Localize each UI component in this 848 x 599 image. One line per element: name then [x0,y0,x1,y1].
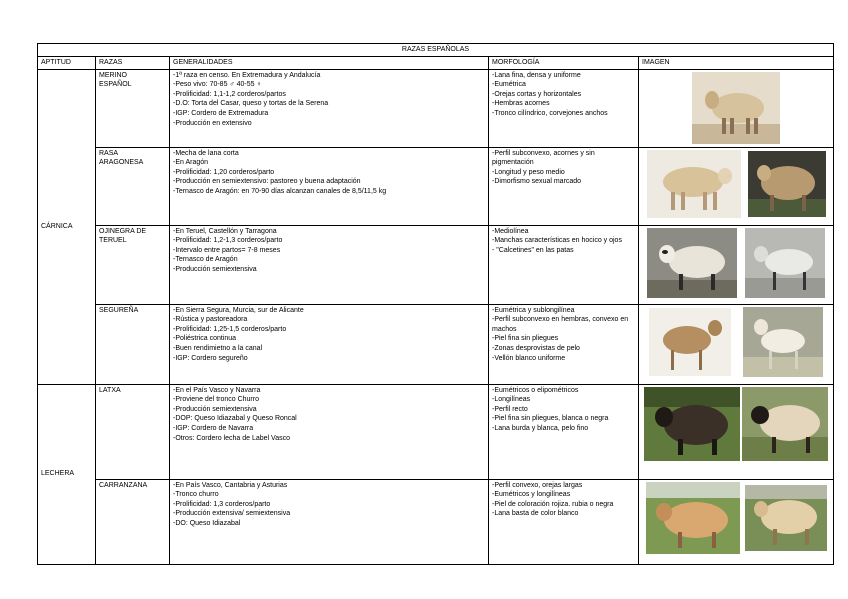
morfologia-segurena [489,304,639,384]
raza-carranzana [96,479,170,564]
list-item: -Hembras acornes [492,100,550,108]
generalidades-ojinegra [170,225,489,304]
rasa-sheep-photo-2 [748,151,826,217]
generalidades-rasa [170,147,489,225]
list-item: -Prolificidad: 1,3 corderos/parto [173,500,271,508]
list-item: -Longitud y peso medio [492,168,565,176]
list-item: -Perfil subconvexo, acornes y sin pigmentación [492,149,595,167]
list-item: -Vellón blanco uniforme [492,354,566,362]
list-item: -Perfil convexo, orejas largas [492,481,583,489]
list-item: -Dimorfismo sexual marcado [492,178,582,186]
imagen-merino [639,69,834,147]
list-item: -Rústica y pastoreadora [173,316,248,324]
raza-name: ARAGONESA [99,159,144,167]
raza-name: RASA [99,149,119,157]
list-item: -Producción en extensivo [173,119,252,127]
carranzana-sheep-photo-1 [646,482,740,554]
list-item: -En Aragón [173,159,209,167]
list-item: -Lana burda y blanca, pelo fino [492,424,589,432]
morfologia-rasa [489,147,639,225]
list-item: -Eumétrica [492,81,526,89]
list-item: -Ternasco de Aragón [173,256,238,264]
list-item: -IGP: Cordero de Extremadura [173,109,269,117]
list-item: -En País Vasco, Cantabria y Asturias [173,481,288,489]
list-item: -Mediolínea [492,227,529,235]
generalidades-segurena [170,304,489,384]
list-item: -Prolificidad: 1,1-1,2 corderos/partos [173,90,286,98]
list-item: -Eumétrica y sublongilínea [492,306,575,314]
table-row [38,147,834,225]
list-item: -Intervalo entre partos= 7-8 meses [173,246,281,254]
imagen-ojinegra [639,225,834,304]
list-item: -Lana basta de color blanco [492,510,579,518]
list-item: -D.O: Torta del Casar, queso y tortas de la Serena [173,100,329,108]
list-item: -Orejas cortas y horizontales [492,90,582,98]
carranzana-sheep-photo-2 [745,485,827,551]
list-item: -Producción semiextensiva [173,405,257,413]
list-item: -Prolificidad: 1,20 corderos/parto [173,168,275,176]
imagen-carranzana [639,479,834,564]
list-item: -Peso vivo: 70-85 ♂ 40-55 ♀ [173,81,262,89]
table-title: RAZAS ESPAÑOLAS [38,44,834,57]
raza-name: SEGUREÑA [99,306,139,314]
list-item: -Tronco churro [173,491,219,499]
raza-name: MERINO [99,71,127,79]
raza-ojinegra [96,225,170,304]
list-item: -1ª raza en censo. En Extremadura y Andalucía [173,71,321,79]
raza-rasa-aragonesa [96,147,170,225]
list-item: -Piel fina sin pliegues, blanca o negra [492,415,609,423]
latxa-sheep-photo-1 [644,387,740,461]
list-item: -Ternasco de Aragón: en 70-90 días alcanzan canales de 8,5/11,5 kg [173,187,387,195]
generalidades-merino [170,69,489,147]
list-item: -Eumétricos y longilíneas [492,491,571,499]
list-item: -IGP: Cordero segureño [173,354,248,362]
raza-name: LATXA [99,386,121,394]
list-item: -Proviene del tronco Churro [173,396,259,404]
aptitud-lechera: LECHERA [38,384,96,564]
header-aptitud: APTITUD [38,57,96,70]
morfologia-carranzana [489,479,639,564]
list-item: -Eumétricos o elipométricos [492,386,579,394]
raza-name: OJINEGRA DE [99,227,147,235]
aptitud-carnica: CÁRNICA [38,69,96,384]
generalidades-carranzana [170,479,489,564]
list-item: -Perfil subconvexo en hembras, convexo en machos [492,316,629,333]
list-item: -Longilíneas [492,396,531,404]
raza-name: CARRANZANA [99,481,148,489]
list-item: -Manchas características en hocico y ojos [492,237,622,245]
list-item: -DOP: Queso Idiazabal y Queso Roncal [173,415,297,423]
list-item: -Buen rendimietno a la canal [173,344,263,352]
list-item: -Otros: Cordero lecha de Label Vasco [173,434,290,442]
list-item: -Piel de coloración rojiza. rubia o negra [492,500,614,508]
header-imagen: IMAGEN [639,57,834,70]
list-item: -Producción extensiva/ semiextensiva [173,510,291,518]
list-item: -Prolificidad: 1,25-1,5 corderos/parto [173,325,287,333]
imagen-segurena [639,304,834,384]
raza-name: TERUEL [99,237,127,245]
list-item: -Lana fina, densa y uniforme [492,71,581,79]
breeds-table [37,43,834,565]
header-razas: RAZAS [96,57,170,70]
list-item: -Perfil recto [492,405,528,413]
morfologia-latxa [489,384,639,479]
table-row [38,479,834,564]
rasa-sheep-photo-1 [647,150,741,218]
imagen-latxa [639,384,834,479]
morfologia-merino [489,69,639,147]
list-item: -Producción en semiextensivo: pastoreo y buena adaptación [173,178,361,186]
morfologia-ojinegra [489,225,639,304]
list-item: -DO: Queso Idiazabal [173,519,241,527]
list-item: -Producción semiextensiva [173,265,257,273]
list-item: -En el País Vasco y Navarra [173,386,261,394]
list-item: -Piel fina sin pliegues [492,335,559,343]
ojinegra-sheep-photo-2 [745,228,825,298]
table-row [38,225,834,304]
list-item: -Poliéstrica continua [173,335,237,343]
raza-name: ESPAÑOL [99,81,132,89]
raza-latxa [96,384,170,479]
header-morfologia: MORFOLOGÍA [489,57,639,70]
segurena-sheep-photo-2 [743,307,823,377]
raza-seguren [96,304,170,384]
list-item: -En Sierra Segura, Murcia, sur de Alicante [173,306,304,314]
merino-sheep-photo [692,72,780,144]
ojinegra-sheep-photo-1 [647,228,737,298]
table-row [38,304,834,384]
header-generalidades: GENERALIDADES [170,57,489,70]
list-item: -Prolificidad: 1,2-1,3 corderos/parto [173,237,283,245]
list-item: -Mecha de lana corta [173,149,239,157]
list-item: - "Calcetines" en las patas [492,246,574,254]
imagen-rasa [639,147,834,225]
table-row [38,384,834,479]
table-row [38,69,834,147]
list-item: -Tronco cilíndrico, corvejones anchos [492,109,608,117]
raza-merino-espanol [96,69,170,147]
list-item: -IGP: Cordero de Navarra [173,424,254,432]
list-item: -Zonas desprovistas de pelo [492,344,580,352]
generalidades-latxa [170,384,489,479]
list-item: -En Teruel, Castellón y Tarragona [173,227,277,235]
segurena-sheep-photo-1 [649,308,731,376]
latxa-sheep-photo-2 [742,387,828,461]
